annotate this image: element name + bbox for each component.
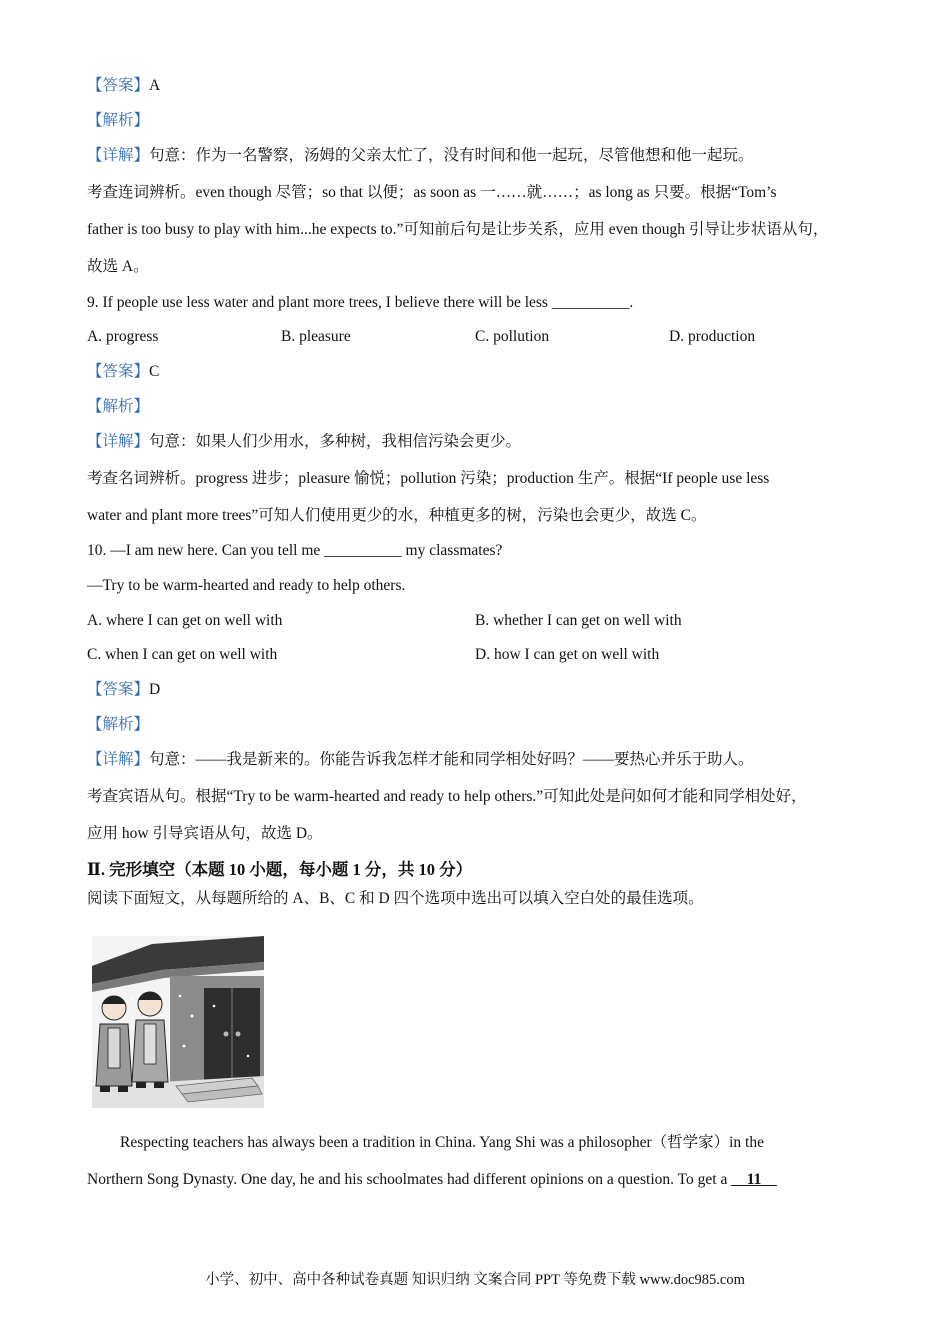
option-d: D. production [669, 328, 756, 345]
option-c: C. when I can get on well with [87, 646, 278, 663]
detail-line [87, 432, 521, 452]
answer-tag: 【答案】 [87, 681, 150, 698]
story-illustration [92, 936, 264, 1108]
analysis-tag: 【解析】 [87, 716, 150, 733]
analysis-tag: 【解析】 [87, 112, 150, 129]
option-b: B. pleasure [281, 328, 351, 345]
detail-tag: 【详解】 [87, 751, 150, 768]
section-heading: Ⅱ. 完形填空（本题 10 小题，每小题 1 分，共 10 分） [87, 860, 473, 879]
passage-line: Respecting teachers has always been a tradition in China. Yang Shi was a philosopher（哲学家）in the [120, 1134, 764, 1151]
analysis-tag: 【解析】 [87, 398, 150, 415]
detail-text: 句意：如果人们少用水，多种树，我相信污染会更少。 [149, 433, 522, 450]
answer-line [87, 76, 160, 96]
question-10: 10. —I am new here. Can you tell me __________ my classmates? [87, 542, 503, 559]
answer-line [87, 362, 159, 382]
option-c: C. pollution [475, 328, 550, 345]
detail-line [87, 750, 754, 770]
explanation-line: father is too busy to play with him...he expects to.”可知前后句是让步关系，应用 even though 引导让步状语从句， [87, 221, 829, 238]
blank-number: 11 [746, 1171, 762, 1188]
option-a: A. progress [87, 328, 159, 345]
detail-tag: 【详解】 [87, 433, 150, 450]
passage-text: Northern Song Dynasty. One day, he and his schoolmates had different opinions on a question. To get a [87, 1171, 728, 1188]
detail-line [87, 146, 754, 166]
option-d: D. how I can get on well with [475, 646, 660, 663]
explanation-line: 考查名词辨析。progress 进步；pleasure 愉悦；pollution 污染；production 生产。根据“If people use less [87, 470, 770, 487]
answer-tag: 【答案】 [87, 363, 150, 380]
section-instruction: 阅读下面短文，从每题所给的 A、B、C 和 D 四个选项中选出可以填入空白处的最佳选项。 [87, 890, 704, 907]
answer-tag: 【答案】 [87, 77, 150, 94]
explanation-line: 故选 A。 [87, 258, 149, 275]
explanation-line: 应用 how 引导宾语从句，故选 D。 [87, 825, 323, 842]
answer-value: D [149, 681, 161, 698]
option-a: A. where I can get on well with [87, 612, 283, 629]
question-10-reply: —Try to be warm-hearted and ready to help others. [87, 577, 406, 594]
detail-text: 句意：作为一名警察，汤姆的父亲太忙了，没有时间和他一起玩，尽管他想和他一起玩。 [149, 147, 754, 164]
explanation-line: water and plant more trees”可知人们使用更少的水，种植更多的树，污染也会更少，故选 C。 [87, 507, 707, 524]
detail-text: 句意：——我是新来的。你能告诉我怎样才能和同学相处好吗？——要热心并乐于助人。 [149, 751, 754, 768]
explanation-line: 考查连词辨析。even though 尽管；so that 以便；as soon as 一……就……；as long as 只要。根据“Tom’s [87, 184, 777, 201]
cloze-blank [731, 1171, 777, 1188]
detail-tag: 【详解】 [87, 147, 150, 164]
answer-value: A [149, 77, 161, 94]
option-b: B. whether I can get on well with [475, 612, 682, 629]
answer-value: C [149, 363, 160, 380]
answer-line [87, 680, 160, 700]
question-9: 9. If people use less water and plant more trees, I believe there will be less __________. [87, 294, 634, 311]
explanation-line: 考查宾语从句。根据“Try to be warm-hearted and ready to help others.”可知此处是问如何才能和同学相处好， [87, 788, 807, 805]
page-footer: 小学、初中、高中各种试卷真题 知识归纳 文案合同 PPT 等免费下载 www.doc985.com [205, 1272, 745, 1288]
passage-line [87, 1170, 777, 1190]
